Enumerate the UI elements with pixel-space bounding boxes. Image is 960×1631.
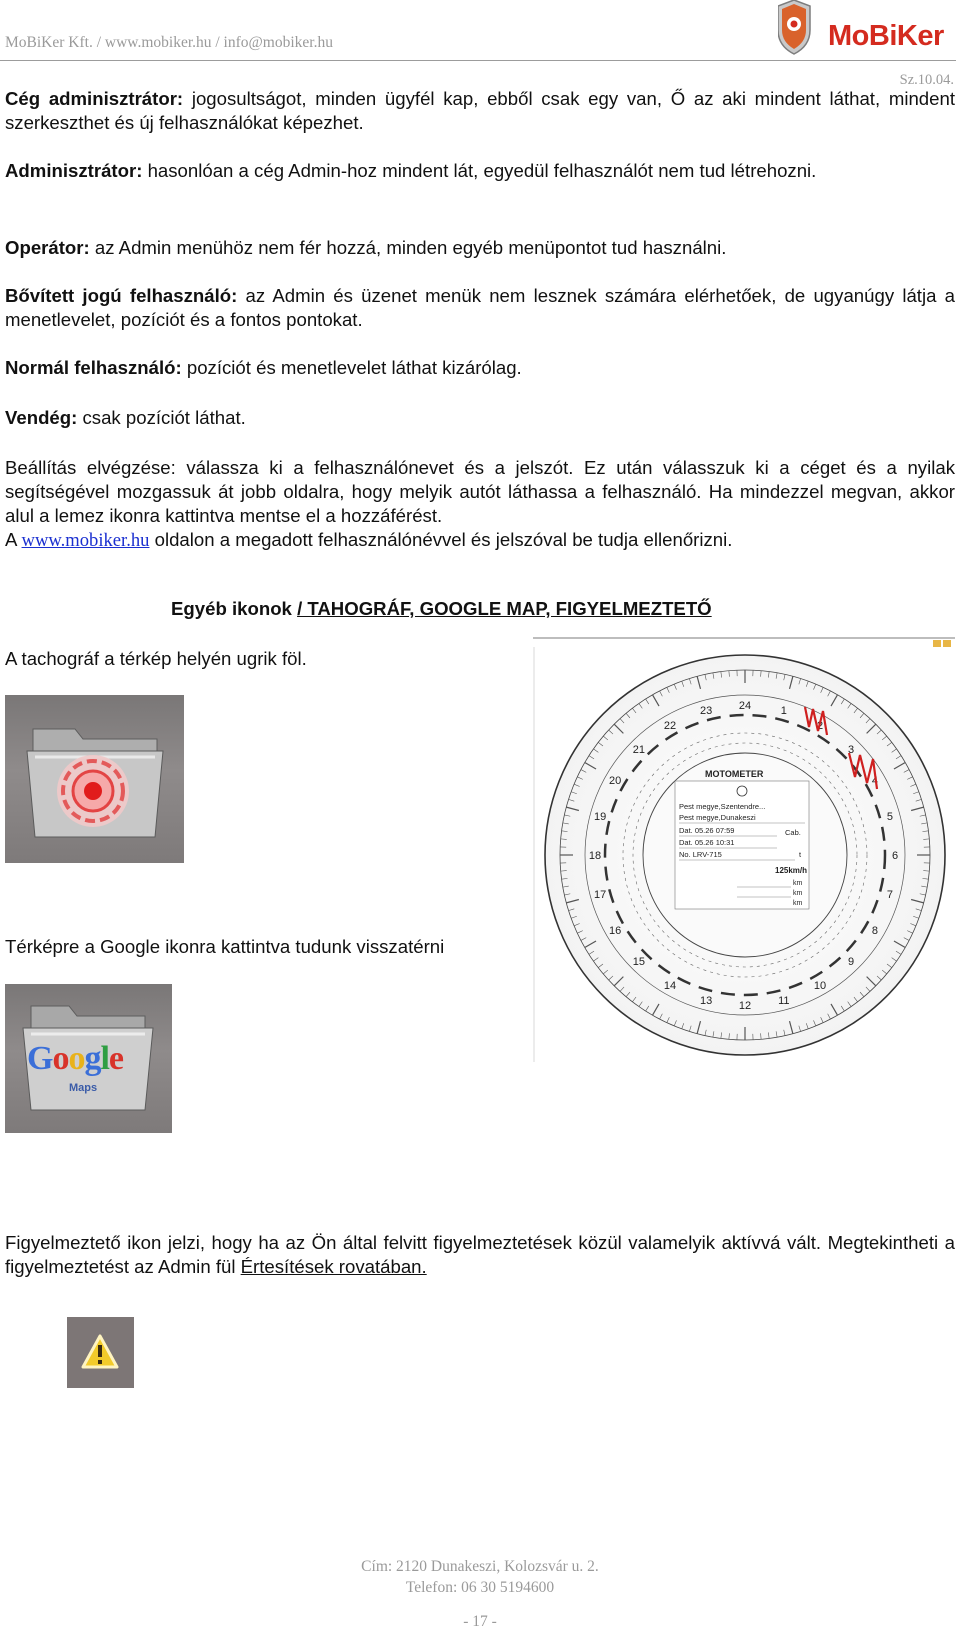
section-heading: Egyéb ikonok / TAHOGRÁF, GOOGLE MAP, FIGYELMEZTETŐ	[171, 598, 712, 620]
google-wordmark: Google	[27, 1040, 123, 1078]
tachograph-disc	[537, 649, 951, 1061]
hour-label: 7	[887, 889, 893, 901]
tacho-caption: A tachográf a térkép helyén ugrik föl.	[5, 648, 307, 670]
hour-label: 13	[700, 995, 712, 1007]
hour-label: 2	[817, 720, 823, 732]
warning-button[interactable]	[67, 1317, 134, 1388]
google-maps-folder-button[interactable]	[5, 984, 172, 1133]
tachograph-folder-button[interactable]	[5, 695, 184, 863]
hour-label: 12	[739, 1000, 751, 1012]
tachograph-window-bar	[533, 637, 955, 639]
hour-label: 11	[778, 995, 789, 1007]
motometer-brand: MOTOMETER	[705, 769, 764, 779]
hour-label: 10	[814, 980, 826, 992]
hour-label: 22	[664, 720, 676, 732]
maps-label: Maps	[69, 1082, 97, 1094]
footer-address: Cím: 2120 Dunakeszi, Kolozsvár u. 2.	[0, 1557, 960, 1576]
hour-label: 19	[594, 811, 606, 823]
card-line: km	[793, 900, 803, 907]
footer-phone: Telefon: 06 30 5194600	[0, 1578, 960, 1597]
mobiker-link[interactable]: www.mobiker.hu	[22, 530, 150, 551]
hour-label: 18	[589, 850, 601, 862]
hour-label: 21	[633, 744, 645, 756]
card-line: Cab.	[785, 828, 801, 837]
hour-label: 17	[594, 889, 606, 901]
hour-label: 3	[848, 744, 854, 756]
hour-label: 4	[872, 775, 878, 787]
header-rule	[0, 60, 956, 61]
hour-label: 1	[781, 705, 787, 717]
hour-label: 5	[887, 811, 893, 823]
settings-paragraph: Beállítás elvégzése: válassza ki a felhasználónevet és a jelszót. Ez után válasszuk ki a céget és a nyilak segítségével mozgassuk át jobb oldalra, hogy melyik autót láthassa a felhasználó. Ha mindezzel megvan, akkor alul a lemez ikonra kattintva mentse el a hozzáférést. A www.mobiker.hu oldalon a megadott felhasználónévvel és jelszóval be tudja ellenőrizni.	[5, 456, 955, 553]
tachograph-folder-icon	[5, 695, 184, 863]
card-line: 125km/h	[775, 866, 807, 875]
document-code: Sz.10.04.	[900, 72, 954, 89]
page-number: - 17 -	[0, 1612, 960, 1631]
close-icon[interactable]	[943, 640, 951, 647]
role-guest: Vendég: csak pozíciót láthat.	[5, 406, 955, 430]
hour-label: 20	[609, 775, 621, 787]
card-line: Dat. 05.26 07:59	[679, 826, 734, 835]
tachograph-window	[533, 637, 955, 1062]
card-line: Dat. 05.26 10:31	[679, 838, 734, 847]
role-extended-user: Bővített jogú felhasználó: az Admin és üzenet menük nem lesznek számára elérhetőek, de ugyanúgy látja a menetlevelet, pozíciót és a fontos pontokat.	[5, 284, 955, 332]
logo-text: MoBiKer	[828, 20, 944, 53]
hour-label: 14	[664, 980, 676, 992]
card-line: Pest megye,Szentendre...	[679, 802, 765, 811]
hour-label: 23	[700, 705, 712, 717]
role-company-admin: Cég adminisztrátor: jogosultságot, minden ügyfél kap, ebből csak egy van, Ő az aki mindent láthat, mindent szerkeszthet és új felhasználókat képezhet.	[5, 87, 955, 135]
hour-label: 15	[633, 956, 645, 968]
header-contact: MoBiKer Kft. / www.mobiker.hu / info@mobiker.hu	[5, 34, 333, 52]
role-operator: Operátor: az Admin menühöz nem fér hozzá, minden egyéb menüpontot tud használni.	[5, 236, 955, 260]
tachograph-window-edge	[533, 647, 535, 1062]
hour-label: 16	[609, 925, 621, 937]
notifications-link[interactable]: Értesítések rovatában.	[241, 1256, 427, 1277]
card-line: t	[799, 850, 802, 859]
hour-label: 9	[848, 956, 854, 968]
role-normal-user: Normál felhasználó: pozíciót és menetlevelet láthat kizárólag.	[5, 356, 955, 380]
warning-paragraph: Figyelmeztető ikon jelzi, hogy ha az Ön által felvitt figyelmeztetések közül valamelyik aktívvá vált. Megtekintheti a figyelmeztetést az Admin fül Értesítések rovatában.	[5, 1231, 955, 1279]
card-line: No. LRV-715	[679, 850, 722, 859]
hour-label: 6	[892, 850, 898, 862]
card-line: km	[793, 890, 803, 897]
card-line: km	[793, 880, 803, 887]
map-caption: Térképre a Google ikonra kattintva tudunk visszatérni	[5, 936, 444, 958]
card-line: Pest megye,Dunakeszi	[679, 813, 756, 822]
hour-label: 8	[872, 925, 878, 937]
minimize-icon[interactable]	[933, 640, 941, 647]
role-admin: Adminisztrátor: hasonlóan a cég Admin-hoz mindent lát, egyedül felhasználót nem tud létrehozni.	[5, 159, 955, 183]
hour-label: 24	[739, 700, 751, 712]
warning-icon	[67, 1317, 134, 1388]
